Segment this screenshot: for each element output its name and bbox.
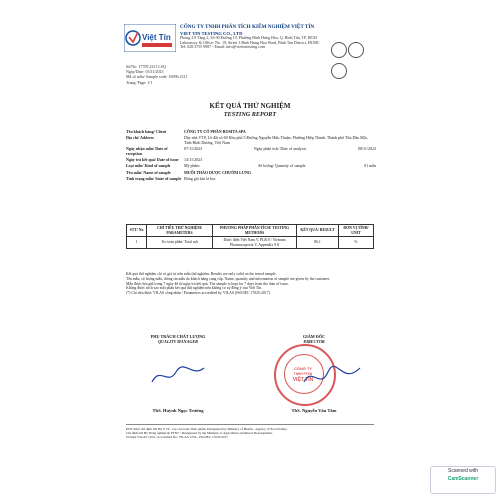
quality-manager-title-en: QUALITY MANAGER xyxy=(158,339,198,344)
col-result: KẾT QUẢ/ RESULT xyxy=(297,225,339,237)
col-method: PHƯƠNG PHÁP PHÂN TÍCH/ TESTING METHODS xyxy=(213,225,297,237)
quantity-value: 01 mẫu xyxy=(364,163,376,169)
viettin-logo xyxy=(124,24,176,52)
company-name-en: VIET TIN TESTING CO., LTD xyxy=(180,30,243,36)
client-row xyxy=(126,130,376,135)
name-label: Tên mẫu/ Name of sample xyxy=(126,169,171,175)
director-title xyxy=(264,334,364,344)
analysis-label: Ngày phân tích/ Date of analysis xyxy=(253,146,307,152)
issue-label: Ngày trả kết quả/ Date of issue xyxy=(126,157,179,163)
address-value: Dãy nhà VT8, Lô đất số 69 Khu phố 5 Đường Nguyễn Hữu Thuận, Phường Hiệp Thành, Thành phố Thủ Dầu Một, Tỉnh Bình Dương, Việt Nam xyxy=(184,135,368,145)
svg-text:TNHH PTKN: TNHH PTKN xyxy=(293,372,313,376)
report-sheet xyxy=(124,22,376,470)
address-row xyxy=(126,136,376,146)
results-table xyxy=(126,224,374,249)
report-date: Ngày/Date: 03/11/2023 xyxy=(126,69,164,75)
vilas-logo-icon xyxy=(331,42,347,58)
company-address-2: Laboratory & Office: No. 19, Street 3 Binh Hung Hoa Ward, Binh Tan District, HCMC xyxy=(180,39,320,45)
cell-result: 86,1 xyxy=(297,237,339,249)
cell-unit: % xyxy=(339,237,374,249)
report-meta xyxy=(126,64,187,85)
director-signature xyxy=(302,362,362,392)
company-name-vn: CÔNG TY TNHH PHÂN TÍCH KIỂM NGHIỆM VIỆT TÍN xyxy=(180,24,315,30)
address-label: Địa chỉ/ Address xyxy=(126,135,154,141)
name-value: MUỐI THẢO DƯỢC CHƯỜM LƯNG xyxy=(184,169,252,175)
note-line: Kết quả thử nghiệm chỉ có giá trị trên mẫu thử nghiệm. Results are only valid on the tested sample. xyxy=(126,272,277,276)
quantity-label: Số lượng/ Quantity of sample xyxy=(258,163,306,169)
cell-parameter: Tro toàn phần/ Total ash xyxy=(147,237,213,249)
quality-manager-title-vn: PHỤ TRÁCH CHẤT LƯỢNG xyxy=(150,334,206,339)
issue-row xyxy=(126,158,376,163)
director-name: ThS. Nguyễn Văn Tâm xyxy=(291,408,337,413)
director-title-vn: GIÁM ĐỐC xyxy=(302,334,326,339)
moh-logo-icon xyxy=(331,63,347,79)
page-number: Trang/ Page: 1/1 xyxy=(126,79,153,85)
state-label: Tình trạng mẫu/ State of sample xyxy=(126,175,182,181)
col-parameters: CHỈ TIÊU THỬ NGHIỆM/ PARAMETERS xyxy=(147,225,213,237)
note-line: Mẫu được lưu giữ trong 7 ngày kể từ ngày trả kết quả. The sample is kept for 7 days from the date of issue. xyxy=(126,281,289,286)
camscanner-badge xyxy=(430,466,496,494)
state-row xyxy=(126,177,376,182)
report-number: Số/No: 17709 2311 LSQ xyxy=(126,64,166,69)
received-row xyxy=(126,147,376,157)
note-line: Tên mẫu, số lượng mẫu, thông tin mẫu do khách hàng cung cấp. Name, quantity and information of sample are given by the customer. xyxy=(126,276,330,281)
analysis-value: 08/11/2023 xyxy=(357,146,376,152)
cell-method: Dược điển Việt Nam V, PLB.9 / Vietnam Pharmacopoeia V, Appendix 9.8 xyxy=(213,237,297,249)
table-row xyxy=(127,237,374,249)
company-address-1: Phòng 2.9 Tầng 2, Số 90 Đường 19, Phường Bình Hưng Hòa, Q. Bình Tân, TP. HCM xyxy=(180,35,317,41)
logo-text: Việt Tín xyxy=(142,33,171,42)
svg-text:VIỆT TÍN: VIỆT TÍN xyxy=(292,377,314,383)
kind-row xyxy=(126,164,376,169)
results-header-row xyxy=(127,225,374,237)
report-title-en: TESTING REPORT xyxy=(223,111,277,118)
company-contact: Tel: 028.3755 9987 - Email: info@viettintesting.com xyxy=(180,44,266,50)
camscanner-line1: Scanned with xyxy=(447,468,479,474)
report-title-vn: KẾT QUẢ THỬ NGHIỆM xyxy=(209,102,291,110)
client-label: Tên khách hàng/ Client xyxy=(126,129,167,134)
note-line: (*) Chỉ tiêu được VILAS công nhận / Parameters accredited by VILAS (ISO/IEC 17025:2017). xyxy=(126,291,271,296)
quality-manager-signature xyxy=(148,360,208,390)
received-value: 07/11/2023 xyxy=(184,146,203,152)
company-block xyxy=(180,25,352,50)
svg-text:CÔNG TY: CÔNG TY xyxy=(293,366,313,371)
col-unit: ĐƠN VỊ TÍNH/ UNIT xyxy=(339,225,374,237)
footer-line: Chỉ định bởi Bộ Nông nghiệp & PTNT / Designated by the Ministry of Agriculture and Rural Development. xyxy=(126,431,273,436)
note-line: Không được trích sao một phần kết quả thử nghiệm nếu không có sự đồng ý của Việt Tín. xyxy=(126,286,263,291)
accreditation-logos xyxy=(330,42,376,62)
report-footer xyxy=(126,424,374,440)
iso-logo-icon xyxy=(348,42,364,58)
director-title-en: DIRECTOR xyxy=(303,339,325,344)
footer-line: PTN được chỉ định bởi Bộ Y Tế - Cục An toàn Thực phẩm. Designated by Ministry of Health - Agency of Food Safety. xyxy=(126,427,288,431)
notes-block xyxy=(126,272,374,296)
cell-no: 1 xyxy=(127,237,147,249)
name-row xyxy=(126,171,376,176)
quality-manager-name: ThS. Huỳnh Ngọc Trường xyxy=(152,408,204,413)
received-label: Ngày nhận mẫu/ Date of reception xyxy=(126,146,168,156)
col-no: STT/ No xyxy=(127,225,147,237)
quality-manager-title xyxy=(128,334,228,344)
sample-info xyxy=(126,130,376,183)
kind-value: Mỹ phẩm xyxy=(184,163,200,169)
state-value: Đóng gói kín lá bọc xyxy=(184,175,216,181)
sample-code: Mã số mẫu/ Sample code: 16996 2311 xyxy=(126,74,188,80)
camscanner-line2: CamScanner xyxy=(447,476,479,482)
client-value: CÔNG TY CỔ PHẦN ROSITA SPA xyxy=(184,129,246,134)
footer-line: Số hiệu VILAS 1254 / Accredited No: VILAS 1254 - ISO/IEC 17025:2017 xyxy=(126,435,229,440)
issue-value: 14/11/2023 xyxy=(184,157,203,163)
kind-label: Loại mẫu/ Kind of sample xyxy=(126,163,171,169)
